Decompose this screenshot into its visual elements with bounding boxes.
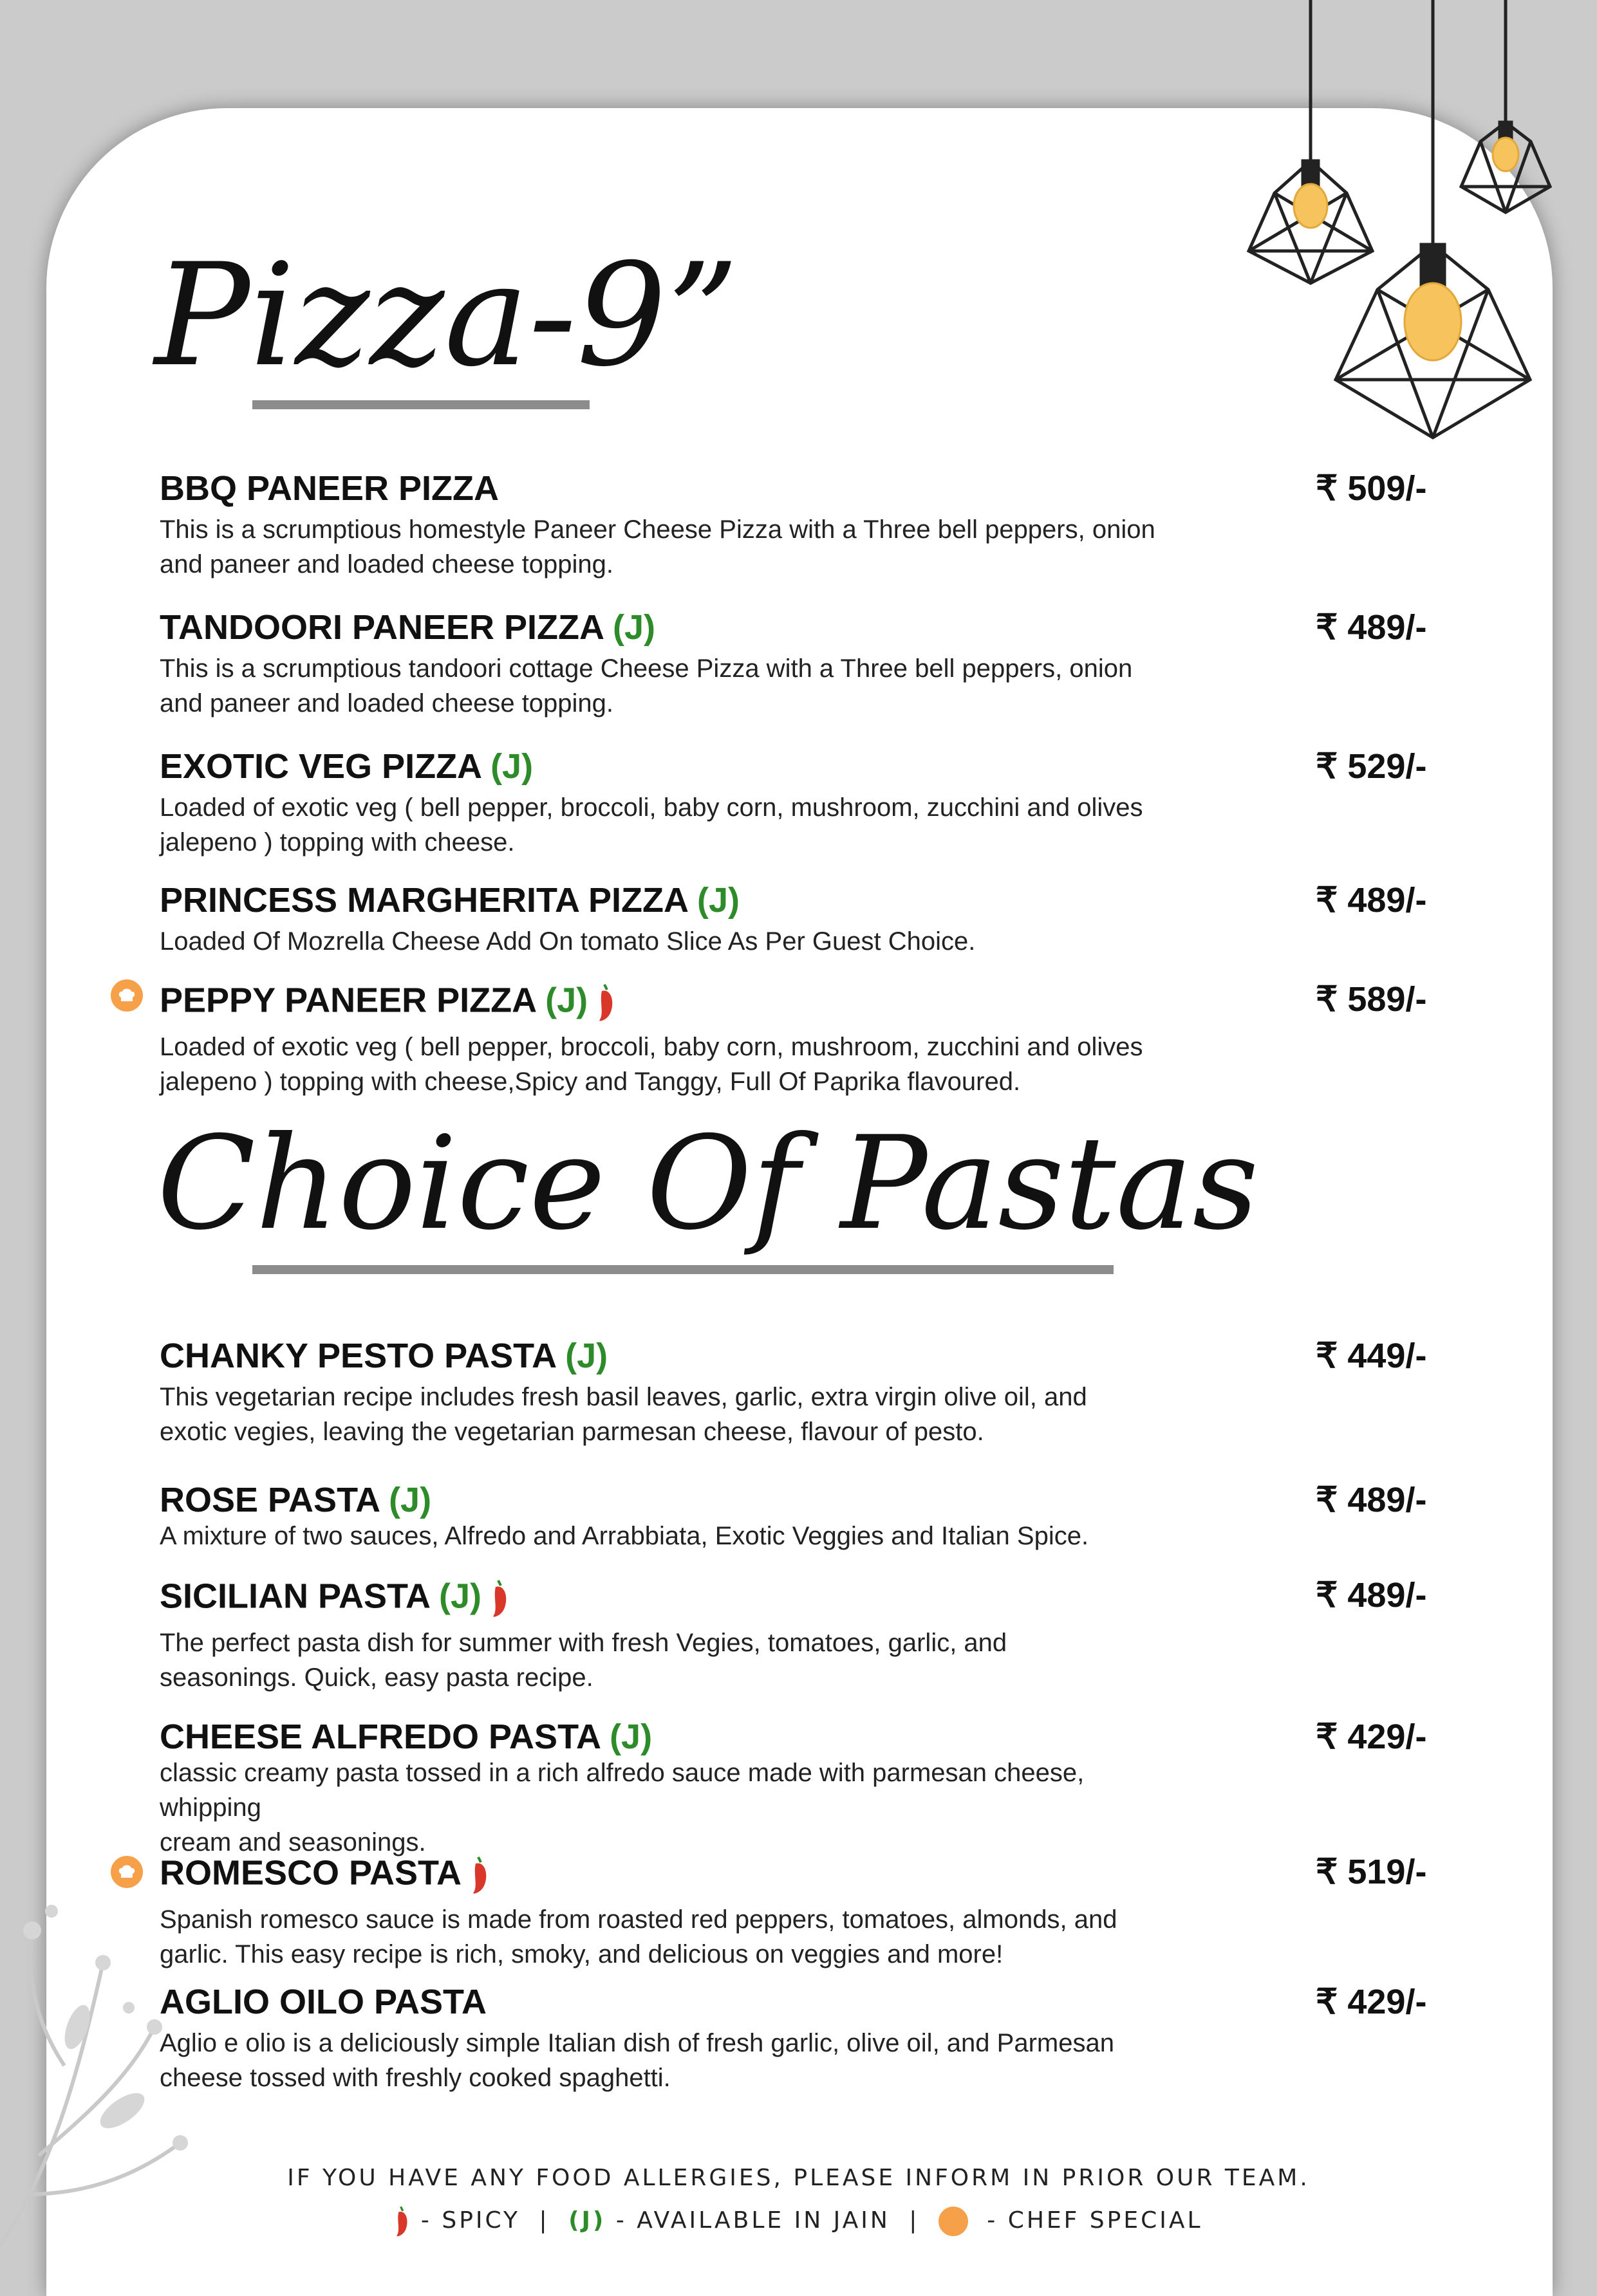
- menu-item: [160, 1338, 1164, 1449]
- allergy-note: IF YOU HAVE ANY FOOD ALLERGIES, PLEASE INFORM IN PRIOR OUR TEAM.: [287, 2165, 1310, 2191]
- menu-item: [160, 1855, 1164, 1972]
- jain-marker: (J): [697, 881, 740, 920]
- menu-item: [160, 471, 1164, 582]
- item-description: classic creamy pasta tossed in a rich alfredo sauce made with parmesan cheese, whipping cream and seasonings.: [160, 1759, 1085, 1856]
- menu-item: [160, 610, 1164, 721]
- item-name: PRINCESS MARGHERITA PIZZA: [160, 881, 688, 920]
- menu-item: [160, 1578, 1164, 1695]
- item-name: ROMESCO PASTA: [160, 1853, 462, 1893]
- menu-item: [160, 1985, 1164, 2095]
- item-price: ₹ 429/-: [1316, 1717, 1427, 1756]
- menu-item: [160, 749, 1164, 860]
- item-name: CHANKY PESTO PASTA: [160, 1337, 556, 1375]
- item-price: ₹ 449/-: [1316, 1337, 1427, 1375]
- chef-hat-icon: [111, 1856, 143, 1888]
- item-price: ₹ 589/-: [1316, 980, 1427, 1019]
- legend-jain-symbol: (J): [568, 2207, 606, 2234]
- chef-hat-icon: [111, 979, 143, 1012]
- pasta-title-underline: [252, 1265, 1114, 1274]
- item-name: CHEESE ALFREDO PASTA: [160, 1717, 601, 1756]
- item-description: Aglio e olio is a deliciously simple Italian dish of fresh garlic, olive oil, and Parmesan cheese tossed with freshly cooked spaghetti.: [160, 2029, 1114, 2092]
- chili-icon: [394, 2205, 411, 2238]
- item-description: Spanish romesco sauce is made from roasted red peppers, tomatoes, almonds, and garlic. This easy recipe is rich, smoky, and delicious on veggies and more!: [160, 1905, 1117, 1968]
- chef-hat-icon: [939, 2207, 968, 2236]
- item-description: Loaded Of Mozrella Cheese Add On tomato Slice As Per Guest Choice.: [160, 927, 976, 956]
- menu-item: [160, 1483, 1164, 1553]
- item-description: This is a scrumptious tandoori cottage Cheese Pizza with a Three bell peppers, onion and paneer and loaded cheese topping.: [160, 654, 1133, 718]
- item-price: ₹ 489/-: [1316, 1481, 1427, 1519]
- jain-marker: (J): [613, 608, 656, 647]
- legend-jain: - AVAILABLE IN JAIN: [615, 2207, 890, 2234]
- item-description: This vegetarian recipe includes fresh basil leaves, garlic, extra virgin olive oil, and exotic vegies, leaving the vegetarian parmesan cheese, flavour of pesto.: [160, 1383, 1087, 1446]
- pasta-section-title: Choice Of Pastas: [157, 1109, 1259, 1259]
- pizza-section-title: Pizza-9”: [154, 233, 740, 398]
- item-name: ROSE PASTA: [160, 1481, 380, 1519]
- item-description: Loaded of exotic veg ( bell pepper, broccoli, baby corn, mushroom, zucchini and olives jalepeno ) topping with cheese.: [160, 793, 1143, 856]
- item-price: ₹ 429/-: [1316, 1983, 1427, 2021]
- item-name: AGLIO OILO PASTA: [160, 1983, 487, 2021]
- jain-marker: (J): [490, 747, 534, 786]
- item-name: SICILIAN PASTA: [160, 1577, 430, 1616]
- legend-spicy: - SPICY: [420, 2207, 521, 2234]
- item-description: A mixture of two sauces, Alfredo and Arrabbiata, Exotic Veggies and Italian Spice.: [160, 1522, 1089, 1550]
- item-price: ₹ 489/-: [1316, 1576, 1427, 1615]
- item-name: BBQ PANEER PIZZA: [160, 469, 500, 508]
- item-price: ₹ 489/-: [1316, 608, 1427, 647]
- item-price: ₹ 489/-: [1316, 881, 1427, 920]
- menu-item: [160, 1719, 1164, 1860]
- item-description: The perfect pasta dish for summer with fresh Vegies, tomatoes, garlic, and seasonings. Quick, easy pasta recipe.: [160, 1629, 1007, 1692]
- jain-marker: (J): [545, 981, 588, 1020]
- item-name: EXOTIC VEG PIZZA: [160, 747, 481, 786]
- chili-icon: [490, 1578, 510, 1619]
- legend: - SPICY | (J) - AVAILABLE IN JAIN | - CHEF SPECIAL: [0, 2205, 1597, 2238]
- chili-icon: [597, 982, 616, 1023]
- jain-marker: (J): [389, 1481, 432, 1519]
- hanging-lamp-icon: [1223, 0, 1583, 450]
- menu-item: [160, 982, 1164, 1099]
- item-name: TANDOORI PANEER PIZZA: [160, 608, 604, 647]
- item-price: ₹ 519/-: [1316, 1853, 1427, 1891]
- item-description: This is a scrumptious homestyle Paneer Cheese Pizza with a Three bell peppers, onion and paneer and loaded cheese topping.: [160, 515, 1155, 579]
- item-description: Loaded of exotic veg ( bell pepper, broccoli, baby corn, mushroom, zucchini and olives jalepeno ) topping with cheese,Spicy and Tanggy, Full Of Paprika flavoured.: [160, 1033, 1143, 1096]
- pizza-title-underline: [252, 400, 590, 409]
- legend-chef: - CHEF SPECIAL: [987, 2207, 1203, 2234]
- item-price: ₹ 529/-: [1316, 747, 1427, 786]
- jain-marker: (J): [610, 1717, 653, 1756]
- jain-marker: (J): [439, 1577, 482, 1616]
- item-price: ₹ 509/-: [1316, 469, 1427, 508]
- chili-icon: [471, 1855, 490, 1896]
- item-name: PEPPY PANEER PIZZA: [160, 981, 536, 1020]
- jain-marker: (J): [565, 1337, 608, 1375]
- menu-item: [160, 883, 1164, 959]
